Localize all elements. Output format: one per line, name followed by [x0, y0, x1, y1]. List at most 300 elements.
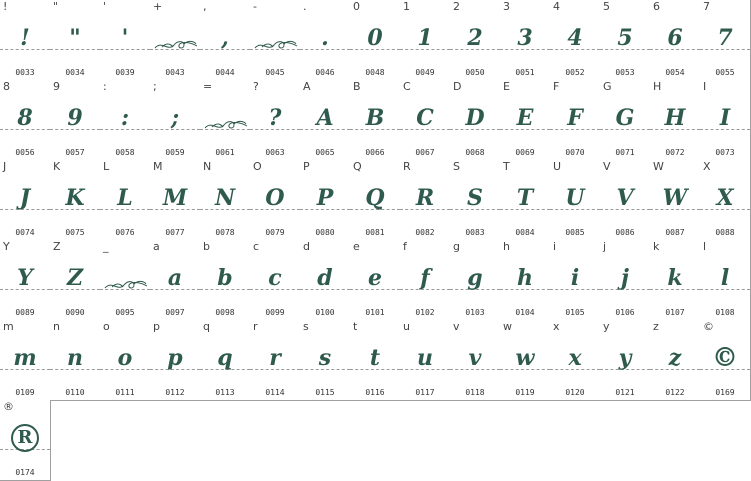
glyph-sample: f	[420, 265, 430, 291]
glyph-key-label: W	[653, 160, 664, 173]
glyph-cell	[150, 80, 201, 161]
glyph-code-label: 0095	[115, 308, 135, 317]
glyph-cell	[150, 240, 201, 321]
glyph-sample: K	[65, 185, 85, 211]
glyph-code-label: 0102	[415, 308, 435, 317]
glyph-key-label: :	[103, 80, 107, 93]
glyph-cell	[300, 80, 351, 161]
glyph-sample: e	[368, 265, 382, 291]
glyph-key-label: 2	[453, 0, 460, 13]
glyph-key-label: -	[253, 0, 257, 13]
glyph-code-label: 0039	[115, 68, 135, 77]
glyph-key-label: 9	[53, 80, 60, 93]
glyph-key-label: 0	[353, 0, 360, 13]
glyph-key-label: J	[3, 160, 7, 173]
glyph-key-label: ,	[203, 0, 207, 13]
glyph-code-label: 0063	[265, 148, 285, 157]
glyph-cell	[50, 320, 101, 401]
glyph-key-label: L	[103, 160, 110, 173]
glyph-code-label: 0076	[115, 228, 135, 237]
glyph-cell	[450, 240, 501, 321]
glyph-sample: D	[465, 105, 485, 131]
glyph-key-label: k	[653, 240, 660, 253]
glyph-cell	[350, 240, 401, 321]
glyph-code-label: 0048	[365, 68, 385, 77]
glyph-cell	[150, 160, 201, 241]
glyph-key-label: C	[403, 80, 411, 93]
glyph-code-label: 0174	[15, 468, 35, 477]
glyph-cell	[350, 0, 401, 81]
glyph-cell	[600, 0, 651, 81]
glyph-code-label: 0121	[615, 388, 635, 397]
glyph-code-label: 0169	[715, 388, 735, 397]
glyph-key-label: e	[353, 240, 360, 253]
glyph-key-label: ;	[153, 80, 157, 93]
glyph-sample: w	[515, 345, 535, 371]
glyph-key-label: o	[103, 320, 110, 333]
glyph-code-label: 0120	[565, 388, 585, 397]
glyph-cell	[600, 240, 651, 321]
glyph-code-label: 0117	[415, 388, 435, 397]
glyph-code-label: 0110	[65, 388, 85, 397]
glyph-sample: :	[120, 105, 130, 131]
glyph-key-label: 7	[703, 0, 710, 13]
glyph-cell	[300, 320, 351, 401]
glyph-code-label: 0059	[165, 148, 185, 157]
glyph-cell	[400, 80, 451, 161]
glyph-code-label: 0055	[715, 68, 735, 77]
glyph-code-label: 0043	[165, 68, 185, 77]
glyph-code-label: 0113	[215, 388, 235, 397]
glyph-cell	[50, 0, 101, 81]
glyph-sample: z	[668, 345, 682, 371]
glyph-key-label: 4	[553, 0, 560, 13]
glyph-cell	[550, 80, 601, 161]
glyph-sample: T	[516, 185, 534, 211]
glyph-key-label: E	[503, 80, 510, 93]
glyph-cell	[250, 320, 301, 401]
glyph-key-label: !	[3, 0, 8, 13]
glyph-cell	[550, 240, 601, 321]
glyph-cell	[0, 400, 51, 481]
glyph-sample: i	[570, 265, 580, 291]
glyph-code-label: 0087	[665, 228, 685, 237]
glyph-sample: j	[621, 265, 629, 291]
glyph-cell	[500, 240, 551, 321]
glyph-cell	[200, 320, 251, 401]
glyph-cell	[450, 160, 501, 241]
glyph-sample: p	[167, 345, 183, 371]
glyph-cell	[0, 240, 51, 321]
glyph-cell	[500, 80, 551, 161]
glyph-key-label: I	[703, 80, 707, 93]
glyph-sample: "	[69, 25, 81, 51]
glyph-key-label: j	[603, 240, 607, 253]
glyph-cell	[200, 80, 251, 161]
glyph-key-label: S	[453, 160, 460, 173]
glyph-cell	[400, 160, 451, 241]
glyph-code-label: 0119	[515, 388, 535, 397]
glyph-key-label: s	[303, 320, 309, 333]
glyph-sample: n	[67, 345, 83, 371]
glyph-cell	[650, 160, 701, 241]
glyph-code-label: 0044	[215, 68, 235, 77]
glyph-sample: a	[167, 265, 183, 291]
glyph-key-label: K	[53, 160, 61, 173]
glyph-sample: m	[13, 345, 37, 371]
glyph-code-label: 0085	[565, 228, 585, 237]
glyph-sample: y	[618, 345, 632, 371]
glyph-sample: F	[567, 105, 583, 131]
glyph-cell	[100, 240, 151, 321]
glyph-key-label: d	[303, 240, 310, 253]
glyph-code-label: 0089	[15, 308, 35, 317]
glyph-key-label: w	[503, 320, 512, 333]
glyph-cell	[700, 160, 751, 241]
glyph-code-label: 0112	[165, 388, 185, 397]
registered-mark-letter: R	[17, 427, 33, 448]
glyph-sample: 9	[67, 105, 83, 131]
glyph-cell	[250, 0, 301, 81]
glyph-key-label: 5	[603, 0, 610, 13]
glyph-sample: .	[321, 25, 329, 51]
glyph-code-label: 0045	[265, 68, 285, 77]
glyph-code-label: 0061	[215, 148, 235, 157]
flourish-ornament-icon	[204, 116, 248, 134]
glyph-cell	[400, 320, 451, 401]
glyph-cell	[50, 80, 101, 161]
glyph-cell	[0, 320, 51, 401]
glyph-cell	[0, 0, 51, 81]
flourish-ornament-icon	[104, 276, 148, 294]
glyph-cell	[250, 240, 301, 321]
glyph-code-label: 0097	[165, 308, 185, 317]
glyph-cell	[250, 80, 301, 161]
glyph-cell	[50, 240, 101, 321]
glyph-sample: ©	[712, 343, 738, 373]
glyph-key-label: Y	[3, 240, 10, 253]
glyph-key-label: b	[203, 240, 210, 253]
glyph-sample: V	[616, 185, 634, 211]
glyph-code-label: 0081	[365, 228, 385, 237]
glyph-key-label: l	[703, 240, 707, 253]
glyph-key-label: Q	[353, 160, 362, 173]
glyph-key-label: F	[553, 80, 560, 93]
glyph-code-label: 0079	[265, 228, 285, 237]
glyph-cell	[100, 320, 151, 401]
glyph-sample: B	[365, 105, 385, 131]
glyph-cell	[200, 0, 251, 81]
glyph-code-label: 0052	[565, 68, 585, 77]
glyph-key-label: R	[403, 160, 411, 173]
glyph-cell	[100, 80, 151, 161]
glyph-code-label: 0067	[415, 148, 435, 157]
glyph-key-label: V	[603, 160, 611, 173]
glyph-code-label: 0115	[315, 388, 335, 397]
glyph-key-label: q	[203, 320, 210, 333]
glyph-key-label: y	[603, 320, 610, 333]
glyph-key-label: a	[153, 240, 160, 253]
glyph-cell	[700, 320, 751, 401]
glyph-sample: ;	[170, 105, 180, 131]
glyph-sample: R	[415, 185, 435, 211]
glyph-sample: r	[269, 345, 281, 371]
glyph-code-label: 0109	[15, 388, 35, 397]
glyph-key-label: r	[253, 320, 258, 333]
glyph-code-label: 0084	[515, 228, 535, 237]
glyph-cell	[500, 0, 551, 81]
glyph-code-label: 0088	[715, 228, 735, 237]
glyph-sample: O	[265, 185, 285, 211]
glyph-key-label: N	[203, 160, 212, 173]
glyph-code-label: 0050	[465, 68, 485, 77]
glyph-sample: N	[214, 185, 236, 211]
glyph-code-label: 0049	[415, 68, 435, 77]
glyph-sample: E	[516, 105, 534, 131]
glyph-cell	[400, 240, 451, 321]
glyph-sample: J	[19, 185, 31, 211]
glyph-key-label: H	[653, 80, 662, 93]
glyph-sample: 6	[667, 25, 683, 51]
glyph-key-label: B	[353, 80, 361, 93]
glyph-key-label: ©	[703, 320, 714, 333]
glyph-sample: o	[117, 345, 133, 371]
glyph-cell	[250, 160, 301, 241]
glyph-sample: H	[664, 105, 686, 131]
glyph-code-label: 0075	[65, 228, 85, 237]
glyph-sample: q	[217, 345, 233, 371]
glyph-key-label: p	[153, 320, 160, 333]
glyph-code-label: 0068	[465, 148, 485, 157]
glyph-code-label: 0090	[65, 308, 85, 317]
glyph-sample: U	[565, 185, 585, 211]
glyph-key-label: '	[103, 0, 107, 13]
glyph-key-label: ?	[253, 80, 259, 93]
glyph-code-label: 0103	[465, 308, 485, 317]
glyph-key-label: 8	[3, 80, 10, 93]
glyph-sample: v	[468, 345, 482, 371]
glyph-key-label: f	[403, 240, 407, 253]
glyph-code-label: 0118	[465, 388, 485, 397]
glyph-sample: 0	[367, 25, 383, 51]
glyph-key-label: h	[503, 240, 510, 253]
glyph-sample: Z	[66, 265, 84, 291]
glyph-sample: u	[417, 345, 433, 371]
glyph-code-label: 0111	[115, 388, 135, 397]
glyph-cell	[350, 80, 401, 161]
glyph-key-label: X	[703, 160, 711, 173]
glyph-code-label: 0074	[15, 228, 35, 237]
glyph-code-label: 0083	[465, 228, 485, 237]
glyph-sample: ?	[268, 105, 282, 131]
glyph-sample: A	[316, 105, 334, 131]
glyph-cell	[450, 80, 501, 161]
glyph-code-label: 0104	[515, 308, 535, 317]
glyph-key-label: 1	[403, 0, 410, 13]
glyph-code-label: 0066	[365, 148, 385, 157]
glyph-code-label: 0078	[215, 228, 235, 237]
glyph-sample: S	[467, 185, 483, 211]
glyph-cell	[550, 160, 601, 241]
glyph-sample: g	[467, 265, 483, 291]
glyph-cell	[650, 240, 701, 321]
glyph-code-label: 0101	[365, 308, 385, 317]
glyph-key-label: n	[53, 320, 60, 333]
flourish-ornament-icon	[254, 36, 298, 54]
glyph-key-label: .	[303, 0, 307, 13]
glyph-sample: 2	[467, 25, 483, 51]
glyph-code-label: 0071	[615, 148, 635, 157]
glyph-key-label: v	[453, 320, 460, 333]
glyph-code-label: 0086	[615, 228, 635, 237]
glyph-key-label: M	[153, 160, 163, 173]
glyph-cell	[450, 0, 501, 81]
glyph-key-label: "	[53, 0, 59, 13]
glyph-cell	[600, 320, 651, 401]
glyph-key-label: G	[603, 80, 612, 93]
glyph-cell	[50, 160, 101, 241]
glyph-key-label: O	[253, 160, 262, 173]
glyph-sample: W	[662, 185, 688, 211]
glyph-sample: X	[716, 185, 734, 211]
glyph-cell	[300, 160, 351, 241]
glyph-cell	[300, 0, 351, 81]
glyph-cell	[300, 240, 351, 321]
glyph-cell	[550, 320, 601, 401]
glyph-key-label: D	[453, 80, 462, 93]
glyph-code-label: 0114	[265, 388, 285, 397]
glyph-code-label: 0082	[415, 228, 435, 237]
glyph-sample: h	[517, 265, 533, 291]
glyph-key-label: i	[553, 240, 557, 253]
glyph-cell	[100, 160, 151, 241]
glyph-code-label: 0053	[615, 68, 635, 77]
glyph-code-label: 0098	[215, 308, 235, 317]
glyph-sample: s	[318, 345, 332, 371]
glyph-key-label: +	[153, 0, 163, 13]
glyph-key-label: Z	[53, 240, 61, 253]
glyph-key-label: _	[103, 240, 109, 253]
glyph-sample: G	[615, 105, 635, 131]
glyph-key-label: U	[553, 160, 562, 173]
glyph-sample	[0, 414, 50, 462]
glyph-code-label: 0080	[315, 228, 335, 237]
glyph-code-label: 0072	[665, 148, 685, 157]
glyph-sample: !	[20, 25, 30, 51]
glyph-cell	[700, 80, 751, 161]
glyph-sample: C	[416, 105, 434, 131]
glyph-key-label: T	[503, 160, 510, 173]
glyph-code-label: 0056	[15, 148, 35, 157]
glyph-key-label: 6	[653, 0, 660, 13]
glyph-code-label: 0069	[515, 148, 535, 157]
glyph-sample: Y	[17, 265, 33, 291]
glyph-code-label: 0057	[65, 148, 85, 157]
glyph-sample: P	[316, 185, 334, 211]
glyph-cell	[100, 0, 151, 81]
glyph-cell	[550, 0, 601, 81]
glyph-key-label: 3	[503, 0, 510, 13]
glyph-sample: M	[162, 185, 188, 211]
registered-mark-icon	[11, 424, 39, 452]
glyph-cell	[650, 80, 701, 161]
glyph-code-label: 0122	[665, 388, 685, 397]
glyph-code-label: 0077	[165, 228, 185, 237]
glyph-cell	[600, 80, 651, 161]
glyph-key-label: m	[3, 320, 14, 333]
glyph-code-label: 0105	[565, 308, 585, 317]
glyph-cell	[650, 320, 701, 401]
glyph-cell	[500, 320, 551, 401]
glyph-sample: 7	[717, 25, 733, 51]
glyph-cell	[500, 160, 551, 241]
glyph-code-label: 0070	[565, 148, 585, 157]
glyph-cell	[150, 320, 201, 401]
glyph-code-label: 0058	[115, 148, 135, 157]
flourish-ornament-icon	[154, 36, 198, 54]
glyph-cell	[0, 80, 51, 161]
glyph-sample: 4	[567, 25, 583, 51]
glyph-sample: l	[720, 265, 730, 291]
glyph-sample: ,	[221, 25, 229, 51]
glyph-key-label: x	[553, 320, 560, 333]
glyph-code-label: 0054	[665, 68, 685, 77]
glyph-cell	[700, 240, 751, 321]
glyph-sample: c	[268, 265, 282, 291]
glyph-key-label: u	[403, 320, 410, 333]
glyph-sample: 3	[517, 25, 533, 51]
glyph-key-label: z	[653, 320, 659, 333]
glyph-code-label: 0046	[315, 68, 335, 77]
glyph-key-label: t	[353, 320, 358, 333]
glyph-cell	[400, 0, 451, 81]
glyph-code-label: 0100	[315, 308, 335, 317]
glyph-code-label: 0107	[665, 308, 685, 317]
glyph-sample: t	[369, 345, 381, 371]
glyph-code-label: 0065	[315, 148, 335, 157]
glyph-sample: 5	[617, 25, 633, 51]
glyph-sample: L	[117, 185, 133, 211]
glyph-key-label: ®	[3, 400, 14, 413]
glyph-sample: b	[217, 265, 233, 291]
glyph-code-label: 0106	[615, 308, 635, 317]
glyph-key-label: g	[453, 240, 460, 253]
glyph-code-label: 0034	[65, 68, 85, 77]
glyph-sample: 8	[17, 105, 33, 131]
glyph-key-label: P	[303, 160, 310, 173]
glyph-cell	[650, 0, 701, 81]
glyph-sample: I	[719, 105, 731, 131]
glyph-code-label: 0033	[15, 68, 35, 77]
glyph-cell	[0, 160, 51, 241]
glyph-code-label: 0116	[365, 388, 385, 397]
glyph-sample: Q	[365, 185, 385, 211]
glyph-sample: '	[121, 25, 129, 51]
glyph-key-label: =	[203, 80, 213, 93]
glyph-code-label: 0073	[715, 148, 735, 157]
glyph-sample: 1	[417, 25, 433, 51]
glyph-code-label: 0051	[515, 68, 535, 77]
glyph-key-label: A	[303, 80, 311, 93]
glyph-cell	[200, 240, 251, 321]
glyph-cell	[600, 160, 651, 241]
glyph-cell	[700, 0, 751, 81]
glyph-code-label: 0099	[265, 308, 285, 317]
glyph-code-label: 0108	[715, 308, 735, 317]
glyph-sample: k	[667, 265, 683, 291]
glyph-cell	[200, 160, 251, 241]
glyph-cell	[150, 0, 201, 81]
